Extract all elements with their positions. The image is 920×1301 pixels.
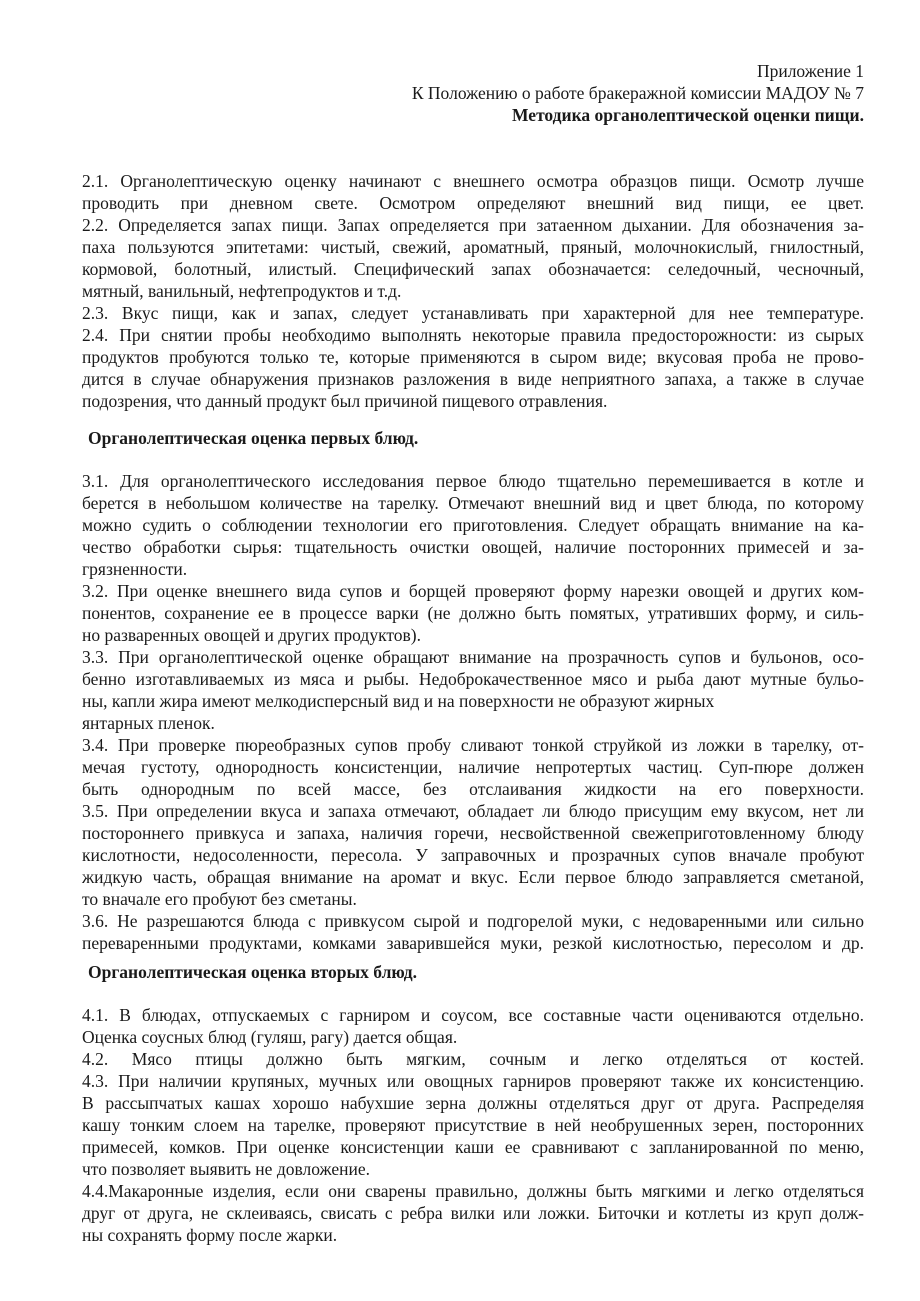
text-line: переваренными продуктами, комками заварившейся муки, резкой кислотностью, пересолом и др. (82, 933, 864, 953)
text-line: 2.3. Вкус пищи, как и запах, следует устанавливать при характерной для нее температуре. (82, 303, 864, 323)
text-line: постороннего привкуса и запаха, наличия горечи, несвойственной свежеприготовленному блюду (82, 823, 864, 843)
text-line: примесей, комков. При оценке консистенции каши ее сравнивают с запланированной по меню, (82, 1137, 864, 1157)
appendix-label: Приложение 1 (756, 61, 864, 81)
text-line: мятный, ванильный, нефтепродуктов и т.д. (82, 281, 402, 301)
section-second-courses (82, 1004, 864, 1246)
text-line: 4.3. При наличии крупяных, мучных или овощных гарниров проверяют также их консистенцию. (82, 1071, 864, 1091)
text-line: В рассыпчатых кашах хорошо набухшие зерна должны отделяться друг от друга. Распределяя (82, 1093, 864, 1113)
text-line: можно судить о соблюдении технологии его приготовления. Следует обращать внимание на ка- (82, 515, 864, 535)
text-line: 3.5. При определении вкуса и запаха отмечают, обладает ли блюдо присущим ему вкусом, нет ли (82, 801, 864, 821)
text-line: проводить при дневном свете. Осмотром определяют внешний вид пищи, ее цвет. (82, 193, 864, 213)
text-line: Оценка соусных блюд (гуляш, рагу) дается общая. (82, 1027, 458, 1047)
section-heading-second-courses: Органолептическая оценка вторых блюд. (88, 962, 418, 982)
text-line: кислотности, недосоленности, пересола. У заправочных и прозрачных супов вначале пробуют (82, 845, 864, 865)
text-line: 3.6. Не разрешаются блюда с привкусом сырой и подгорелой муки, с недоваренными или сильно (82, 911, 864, 931)
text-line: янтарных пленок. (82, 713, 215, 733)
text-line: 4.1. В блюдах, отпускаемых с гарниром и соусом, все составные части оцениваются отдельно. (82, 1005, 864, 1025)
text-line: быть однородным по всей массе, без отслаивания жидкости на его поверхности. (82, 779, 864, 799)
text-line: ны сохранять форму после жарки. (82, 1225, 338, 1245)
text-line: чество обработки сырья: тщательность очистки овощей, наличие посторонних примесей и за- (82, 537, 864, 557)
section-heading-first-courses: Органолептическая оценка первых блюд. (88, 428, 419, 448)
text-line: но разваренных овощей и других продуктов). (82, 625, 421, 645)
text-line: 2.1. Органолептическую оценку начинают с внешнего осмотра образцов пищи. Осмотр лучше (82, 171, 864, 191)
text-line: то вначале его пробуют без сметаны. (82, 889, 357, 909)
text-line: подозрения, что данный продукт был причиной пищевого отравления. (82, 391, 608, 411)
text-line: 4.4.Макаронные изделия, если они сварены правильно, должны быть мягкими и легко отделяться (82, 1181, 864, 1201)
document-header (412, 60, 864, 126)
section-first-courses (82, 470, 864, 954)
text-line: друг от друга, не склеиваясь, свисать с ребра вилки или ложки. Биточки и котлеты из круп долж- (82, 1203, 864, 1223)
text-line: понентов, сохранение ее в процессе варки (не должно быть помятых, утративших форму, и силь- (82, 603, 864, 623)
text-line: бенно изготавливаемых из мяса и рыбы. Недоброкачественное мясо и рыба дают мутные бульо- (82, 669, 864, 689)
text-line: дится в случае обнаружения признаков разложения в виде неприятного запаха, а также в случае (82, 369, 864, 389)
text-line: берется в небольшом количестве на тарелку. Отмечают внешний вид и цвет блюда, по которому (82, 493, 864, 513)
document-title: Методика органолептической оценки пищи. (512, 105, 864, 125)
text-line: мечая густоту, однородность консистенции, наличие непротертых частиц. Суп-пюре должен (82, 757, 864, 777)
text-line: 3.3. При органолептической оценке обращают внимание на прозрачность супов и бульонов, осо- (82, 647, 864, 667)
text-line: кормовой, болотный, илистый. Специфический запах обозначается: селедочный, чесночный, (82, 259, 864, 279)
text-line: 3.4. При проверке пюреобразных супов пробу сливают тонкой струйкой из ложки в тарелку, от- (82, 735, 864, 755)
text-line: 2.2. Определяется запах пищи. Запах определяется при затаенном дыхании. Для обозначения за- (82, 215, 864, 235)
text-line: жидкую часть, обращая внимание на аромат и вкус. Если первое блюдо заправляется сметаной, (82, 867, 864, 887)
text-line: паха пользуются эпитетами: чистый, свежий, ароматный, пряный, молочнокислый, гнилостный, (82, 237, 864, 257)
regulation-reference: К Положению о работе бракеражной комиссии МАДОУ № 7 (411, 83, 864, 103)
text-line: продуктов пробуются только те, которые применяются в сыром виде; вкусовая проба не прово- (82, 347, 864, 367)
section-general (82, 170, 864, 412)
text-line: 2.4. При снятии пробы необходимо выполнять некоторые правила предосторожности: из сырых (82, 325, 864, 345)
text-line: ны, капли жира имеют мелкодисперсный вид и на поверхности не образуют жирных (82, 691, 715, 711)
text-line: 3.2. При оценке внешнего вида супов и борщей проверяют форму нарезки овощей и других ком- (82, 581, 864, 601)
text-line: 3.1. Для органолептического исследования первое блюдо тщательно перемешивается в котле и (82, 471, 864, 491)
text-line: кашу тонким слоем на тарелке, проверяют присутствие в ней необрушенных зерен, посторонних (82, 1115, 864, 1135)
text-line: что позволяет выявить не довложение. (82, 1159, 371, 1179)
text-line: грязненности. (82, 559, 188, 579)
text-line: 4.2. Мясо птицы должно быть мягким, сочным и легко отделяться от костей. (82, 1049, 864, 1069)
